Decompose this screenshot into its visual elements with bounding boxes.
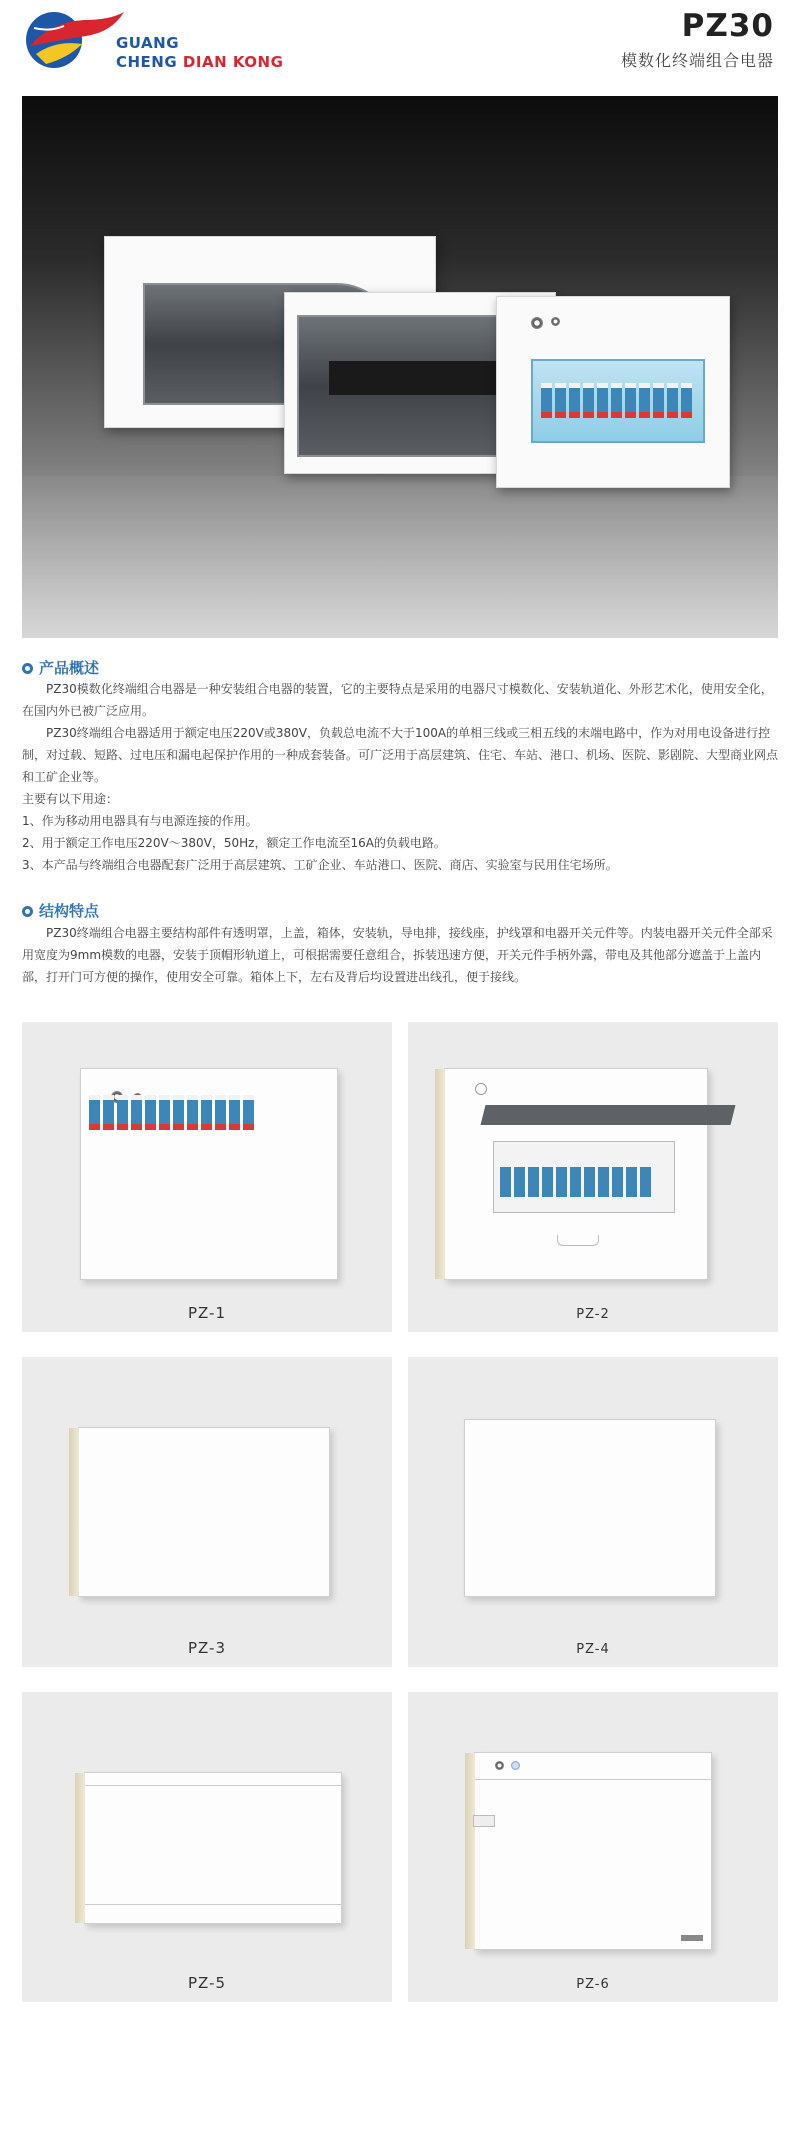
brand-line-2b: DIAN KONG	[182, 53, 284, 71]
company-logo-icon	[20, 6, 130, 76]
enclosure-side-edge	[75, 1773, 85, 1923]
brand-name	[116, 34, 283, 72]
product-label-pz3: PZ-3	[187, 1639, 226, 1657]
transparent-window	[465, 1420, 661, 1508]
breaker-slot	[79, 1428, 249, 1462]
product-card-pz6	[408, 1692, 778, 2002]
indicator-light-icon	[475, 1083, 487, 1095]
product-image-pz6	[474, 1752, 712, 1950]
door-latch	[473, 1815, 495, 1827]
breaker-row	[89, 1095, 254, 1130]
nameplate	[681, 1935, 703, 1941]
hero-product-photo	[22, 96, 778, 638]
product-card-pz2	[408, 1022, 778, 1332]
product-card-pz4	[408, 1357, 778, 1667]
product-label-pz5: PZ-5	[187, 1974, 226, 1992]
model-subtitle: 模数化终端组合电器	[620, 51, 774, 70]
structure-paragraph: PZ30终端组合电器主要结构部件有透明罩，上盖，箱体，安装轨，导电排，接线座，护线罩和电器开关元件等。内装电器开关元件全部采用宽度为9mm模数的电器，安装于顶帽形轨道上，可根据需要任意组合，拆装迅速方便，开关元件手柄外露，带电及其他部分遮盖于上盖内部，打开门可方便的操作，使用安全可靠。箱体上下，左右及背后均设置进出线孔，便于接线。	[22, 926, 773, 984]
product-image-pz2	[444, 1068, 708, 1280]
use-item-2: 2、用于额定工作电压220V～380V，50Hz，额定工作电流至16A的负载电路。	[22, 836, 446, 850]
breaker-row	[500, 1162, 651, 1197]
overview-text	[22, 678, 778, 876]
section-bullet-icon	[22, 906, 33, 917]
door-handle	[557, 1235, 599, 1246]
indicator-light-icon	[495, 1761, 504, 1770]
hero-indicator-light-icon	[551, 317, 560, 326]
hero-breaker-panel	[531, 359, 705, 443]
hinged-transparent-cover	[481, 1105, 736, 1125]
indicator-light-icon	[511, 1761, 520, 1770]
enclosure-side-edge	[435, 1069, 445, 1279]
product-label-pz1: PZ-1	[187, 1304, 226, 1322]
product-card-pz3	[22, 1357, 392, 1667]
product-image-pz4	[464, 1419, 716, 1597]
hero-enclosure-front	[496, 296, 730, 488]
uses-heading: 主要有以下用途：	[22, 792, 119, 806]
breaker-panel	[81, 1069, 267, 1159]
product-image-pz3	[78, 1427, 330, 1597]
overview-paragraph-2: PZ30终端组合电器适用于额定电压220V或380V，负载总电流不大于100A的单相三线或三相五线的末端电路中，作为对用电设备进行控制，对过载、短路、过电压和漏电起保护作用的一种成套装备。可广泛用于高层建筑、住宅、车站、港口、机场、医院、影剧院、大型商业网点和工矿企业等。	[22, 726, 779, 784]
hero-breaker-row	[541, 383, 692, 418]
enclosure-side-edge	[69, 1428, 79, 1596]
top-seam	[475, 1779, 711, 1780]
product-image-pz1	[80, 1068, 338, 1280]
product-card-pz1	[22, 1022, 392, 1332]
overview-paragraph-1: PZ30模数化终端组合电器是一种安装组合电器的装置，它的主要特点是采用的电器尺寸模数化、安装轨道化、外形艺术化，使用安全化，在国内外已被广泛应用。	[22, 682, 773, 718]
section-title-structure	[22, 900, 99, 921]
use-item-3: 3、本产品与终端组合电器配套广泛用于高层建筑、工矿企业、车站港口、医院、商店、实验室与民用住宅场所。	[22, 858, 618, 872]
product-card-pz5	[22, 1692, 392, 2002]
brand-line-2a: CHENG	[116, 53, 178, 71]
product-label-pz4: PZ-4	[576, 1642, 610, 1657]
hero-indicator-light-icon	[531, 317, 543, 329]
section-title-overview-text: 产品概述	[39, 659, 100, 677]
use-item-1: 1、作为移动用电器具有与电源连接的作用。	[22, 814, 258, 828]
product-image-pz5	[84, 1772, 342, 1924]
transparent-door	[79, 1428, 307, 1562]
product-label-pz2: PZ-2	[576, 1307, 610, 1322]
section-bullet-icon	[22, 663, 33, 674]
hero-breaker-slot	[329, 361, 509, 395]
product-label-pz6: PZ-6	[576, 1977, 610, 1992]
section-title-overview	[22, 657, 99, 678]
brand-line-1: GUANG	[116, 34, 180, 52]
structure-text	[22, 922, 778, 988]
bottom-seam	[85, 1904, 341, 1905]
section-title-structure-text: 结构特点	[39, 902, 100, 920]
brand-line-2	[116, 53, 283, 72]
model-title: PZ30	[681, 8, 774, 44]
page-header	[0, 0, 800, 90]
top-seam	[85, 1785, 341, 1786]
breaker-module-row	[493, 1141, 675, 1213]
hero-floor-reflection	[22, 476, 778, 638]
enclosure-side-edge	[465, 1753, 475, 1949]
